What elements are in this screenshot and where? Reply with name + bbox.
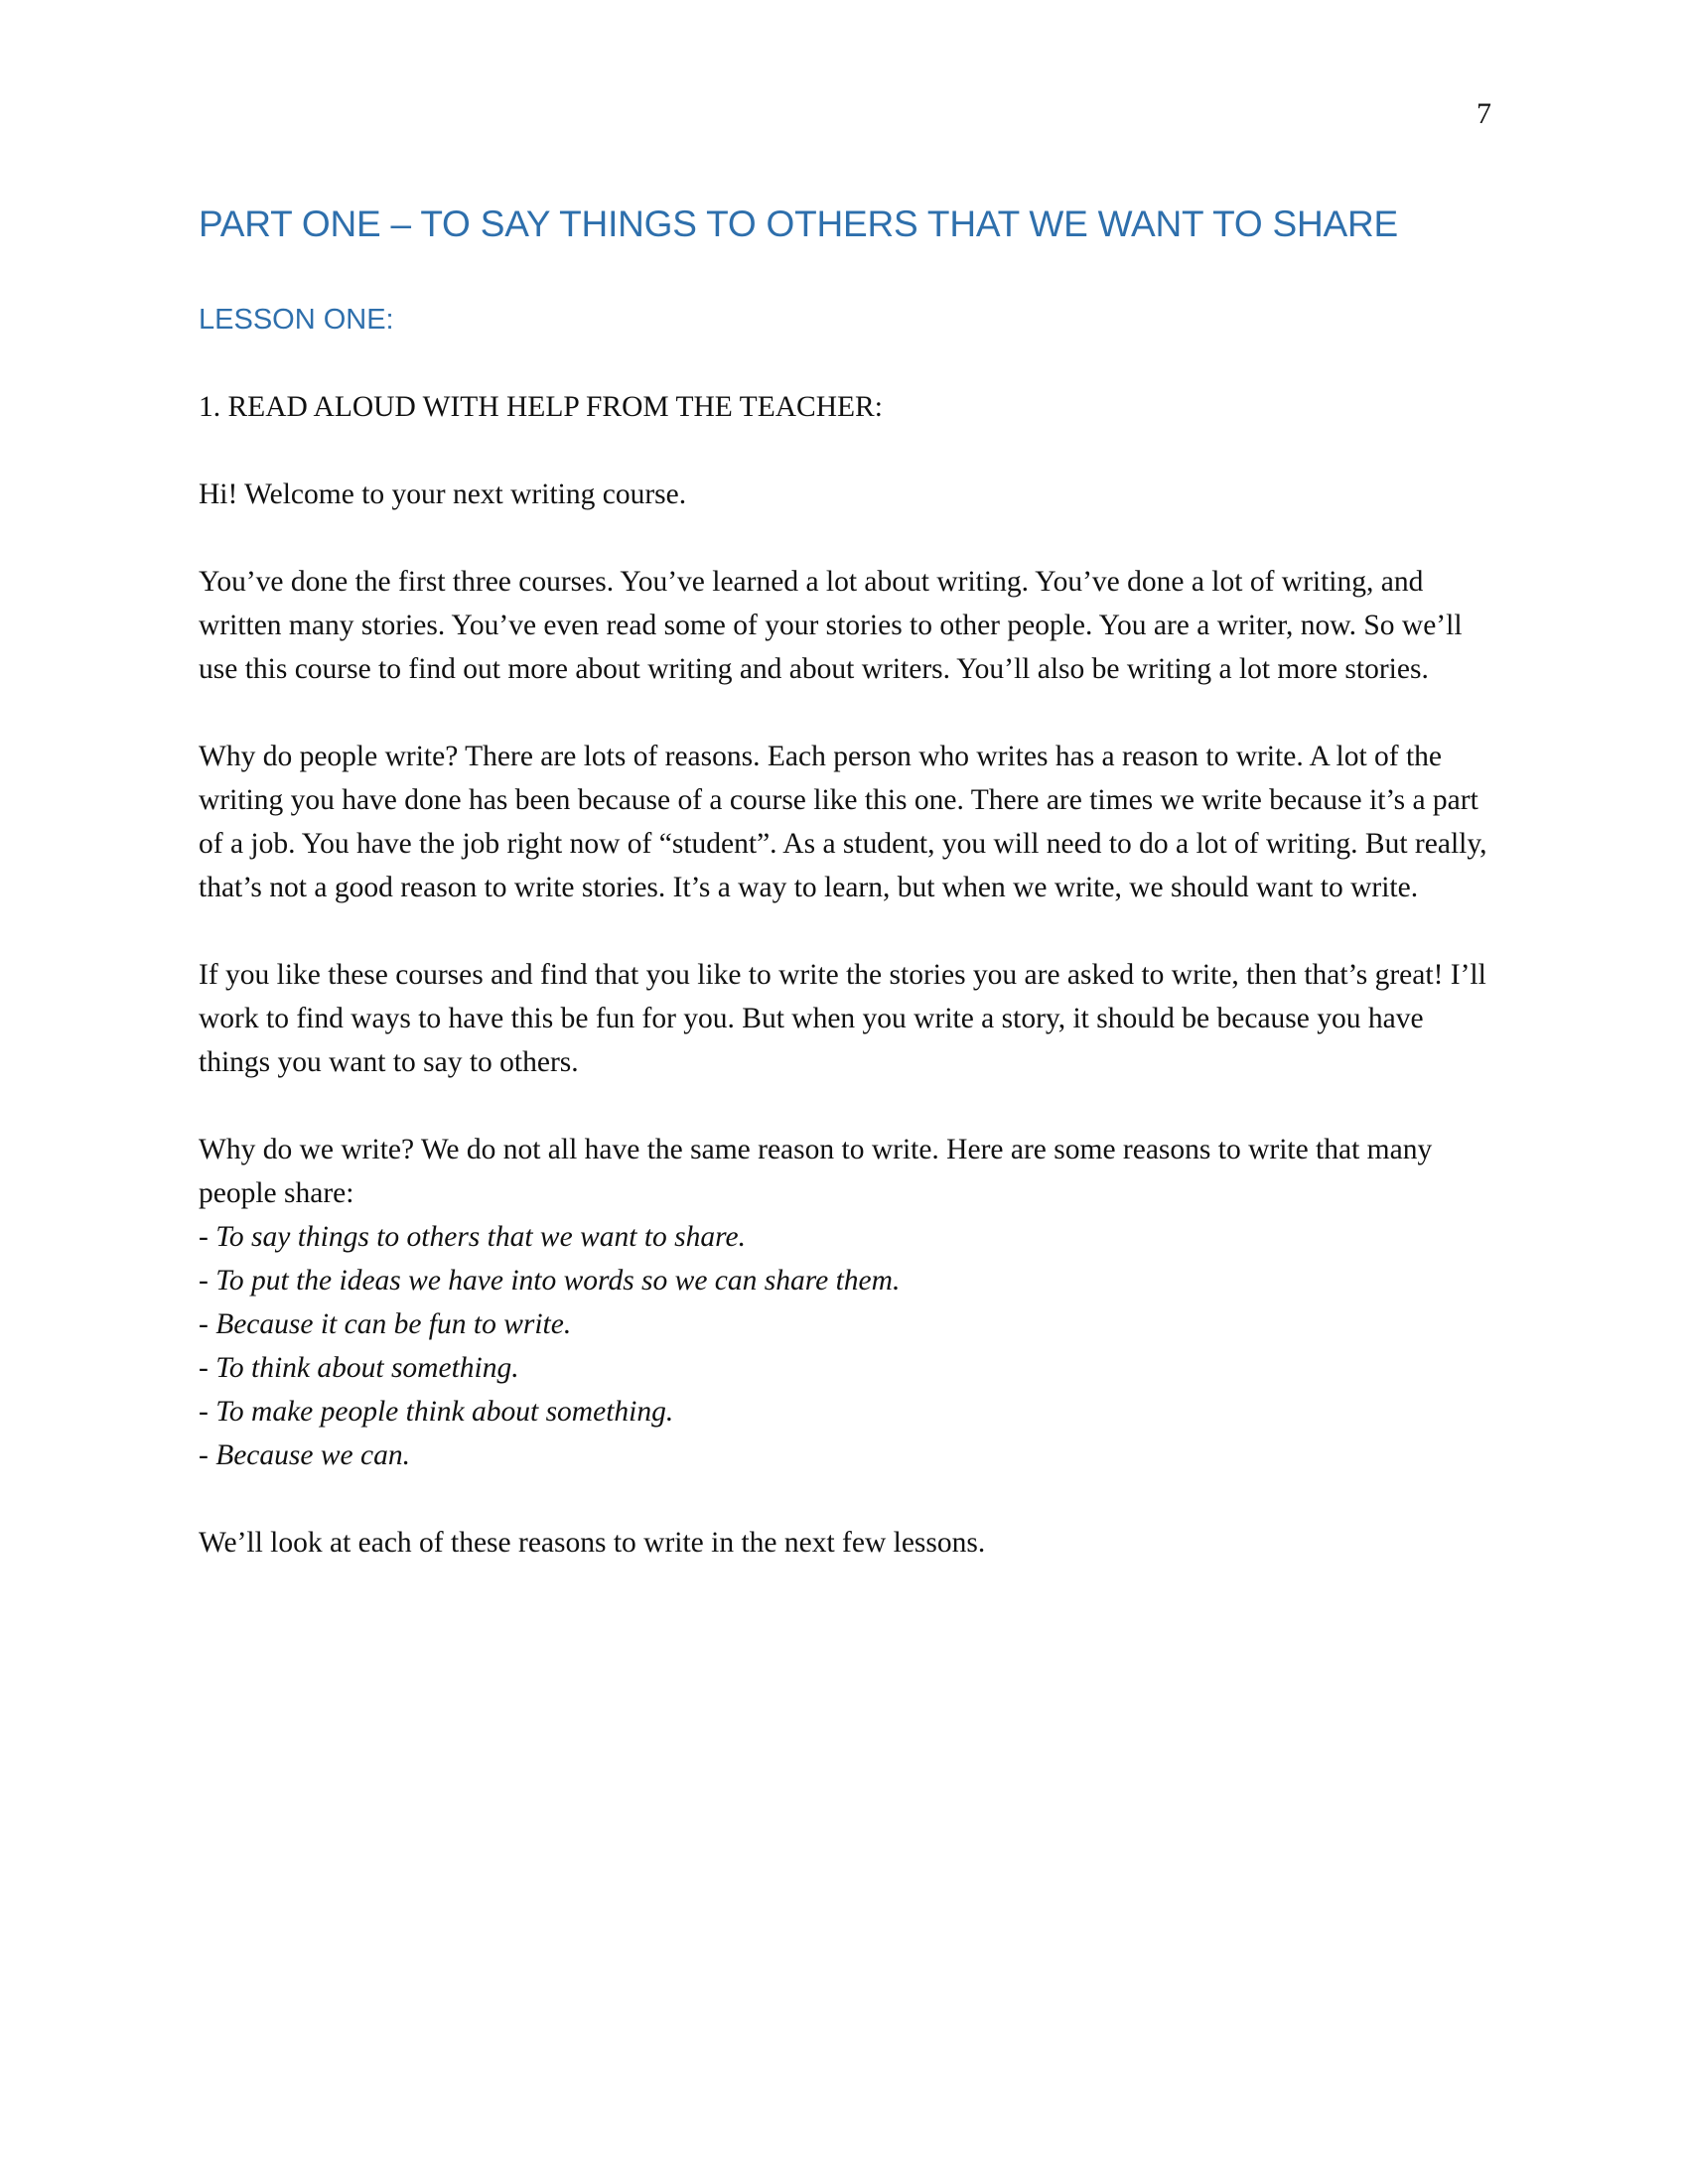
part-heading: PART ONE – TO SAY THINGS TO OTHERS THAT WE WANT TO SHARE: [199, 204, 1399, 244]
list-item: - To make people think about something.: [199, 1396, 674, 1428]
list-item: - Because it can be fun to write.: [199, 1308, 572, 1340]
lesson-heading: LESSON ONE:: [199, 304, 394, 336]
paragraph-why-we-write: Why do we write? We do not all have the same reason to write. Here are some reasons to write that many people share:: [199, 1134, 1433, 1209]
list-item: - To say things to others that we want to share.: [199, 1221, 746, 1253]
page-content: [199, 199, 1489, 1565]
reasons-list: [199, 1215, 1489, 1477]
reasons-section: [199, 1128, 1489, 1477]
paragraph-fun-courses: If you like these courses and find that you like to write the stories you are asked to write, then that’s great! I’ll work to find ways to have this be fun for you. But when you write a story, it should be because you have things you want to say to others.: [199, 959, 1486, 1078]
paragraph-welcome: Hi! Welcome to your next writing course.: [199, 478, 687, 510]
list-item: - Because we can.: [199, 1439, 410, 1471]
list-item: - To think about something.: [199, 1352, 519, 1384]
instruction-line: 1. READ ALOUD WITH HELP FROM THE TEACHER:: [199, 391, 883, 423]
paragraph-why-people-write: Why do people write? There are lots of reasons. Each person who writes has a reason to write. A lot of the writing you have done has been because of a course like this one. There are times we write because it’s a part of a job. You have the job right now of “student”. As a student, you will need to do a lot of writing. But really, that’s not a good reason to write stories. It’s a way to learn, but when we write, we should want to write.: [199, 741, 1487, 903]
paragraph-closing: We’ll look at each of these reasons to write in the next few lessons.: [199, 1527, 986, 1559]
paragraph-courses-done: You’ve done the first three courses. You’ve learned a lot about writing. You’ve done a lot of writing, and written many stories. You’ve even read some of your stories to other people. You are a writer, now. So we’ll use this course to find out more about writing and about writers. You’ll also be writing a lot more stories.: [199, 566, 1463, 685]
page-number: 7: [1477, 97, 1491, 130]
list-item: - To put the ideas we have into words so we can share them.: [199, 1265, 901, 1297]
